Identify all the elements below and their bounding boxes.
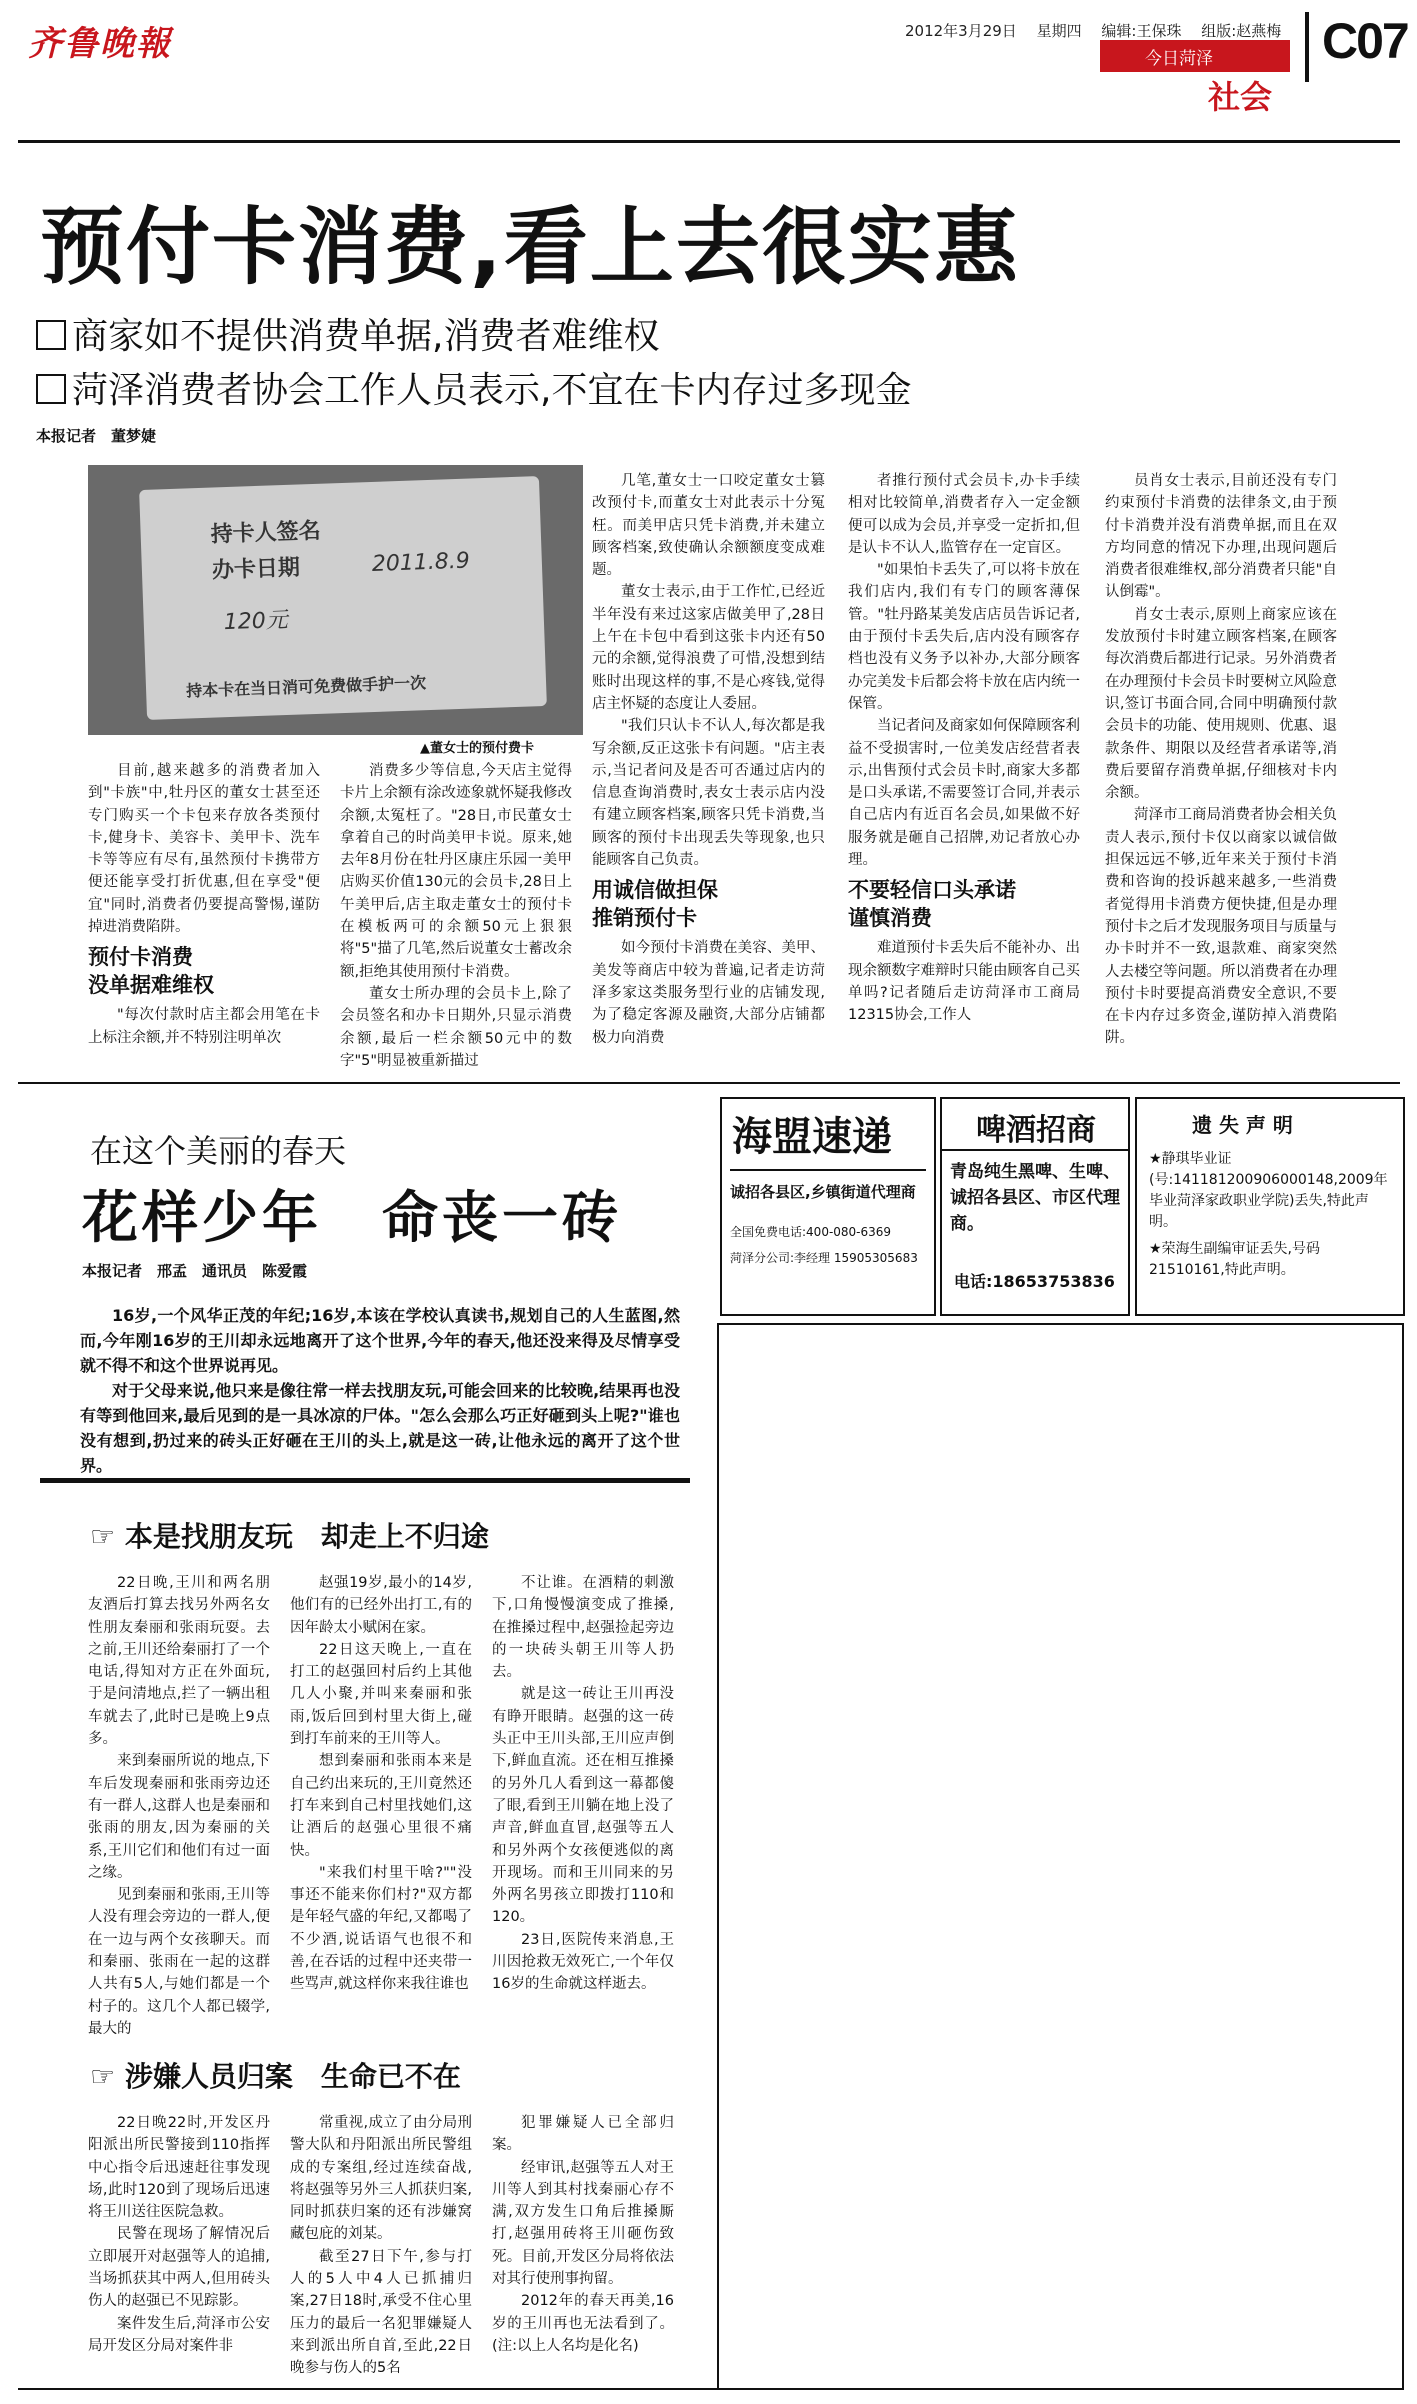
paragraph: 者推行预付式会员卡,办卡手续相对比较简单,消费者存入一定金额便可以成为会员,并享受一定折扣,但是认卡不认人,监管存在一定盲区。 [848,473,1080,556]
section-subhead: 预付卡消费 [88,945,193,970]
section-subhead: 谨慎消费 [848,906,932,931]
page-number: C07 [1322,13,1408,69]
issue-weekday: 星期四 [1036,22,1082,40]
section-tag: 今日菏泽 [1145,49,1213,69]
layout-credit: 组版:赵燕梅 [1201,22,1282,40]
paragraph: 肖女士表示,原则上商家应该在发放预付卡时建立顾客档案,在顾客每次消费后都进行记录。另外消费者在办理预付卡会员卡时要树立风险意识,签订书面合同,合同中明确预付款会员卡的功能、使用规则、优惠、退款条件、期限以及经营者承诺等,消费后要留存消费单据,仔细核对卡内余额。 [1105,606,1337,802]
story1-column-4 [848,470,1080,1070]
ad-divider [730,1169,926,1171]
dateline [905,20,1281,41]
photo-caption: ▲董女士的预付费卡 [420,741,534,756]
story2-column-4 [88,2112,270,2382]
paragraph: 不让谁。在酒精的刺激下,口角慢慢演变成了推搡,在推搡过程中,赵强捡起旁边的一块砖头朝王川等人扔去。 [492,1575,674,1681]
story2-column-2 [290,1572,472,2042]
prepaid-card-photo [88,465,583,735]
paragraph: 2012年的春天再美,16岁的王川再也无法看到了。(注:以上人名均是化名) [492,2293,674,2354]
paragraph: 菏泽市工商局消费者协会相关负责人表示,预付卡仅以商家以诚信做担保远远不够,近年来关于预付卡消费和咨询的投诉越来越多,一些消费者觉得用卡消费方便快捷,但是办理预付卡之后才发现服务项目与质量与办卡时并不一致,退款难、商家突然人去楼空等问题。所以消费者在办理预付卡时要提高消费安全意识,不要在卡内存过多资金,谨防掉入消费陷阱。 [1105,807,1337,1047]
paragraph: 难道预付卡丢失后不能补办、出现余额数字难辩时只能由顾客自己买单吗?记者随后走访菏泽市工商局12315协会,工作人 [848,940,1080,1024]
paragraph: 案件发生后,菏泽市公安局开发区分局对案件非 [88,2315,270,2354]
story2-subhead-1 [90,1515,489,1555]
paragraph: 想到秦丽和张雨本来是自己约出来玩的,王川竟然还打车来到自己村里找她们,这让酒后的赵强心里很不痛快。 [290,1753,472,1859]
paragraph: 22日这天晚上,一直在打工的赵强回村后约上其他几人小聚,并叫来秦丽和张雨,饭后回到村里大街上,碰到打车前来的王川等人。 [290,1641,472,1748]
subhead-text: 本是找朋友玩 却走上不归途 [124,1520,489,1553]
paragraph: "我们只认卡不认人,每次都是我写余额,反正这张卡有问题。"店主表示,当记者问及是否可否通过店内的信息查询消费时,表女士表示店内没有建立顾客档案,顾客只凭卡消费,当顾客的预付卡出现丢失等现象,也只能顾客自己负责。 [592,718,825,869]
card-amount: 120元 [223,607,289,636]
paragraph: 经审讯,赵强等五人对王川等人到其村找秦丽心存不满,双方发生口角后推搡厮打,赵强用砖将王川砸伤致死。目前,开发区分局将依法对其行使刑事拘留。 [492,2159,674,2288]
paragraph: 23日,医院传来消息,王川因抢救无效死亡,一个年仅16岁的生命就这样逝去。 [492,1931,674,1993]
ad-courier-title: 海盟速递 [732,1114,892,1160]
section-subhead: 推销预付卡 [592,906,697,931]
paragraph: 16岁,一个风华正茂的年纪;16岁,本该在学校认真读书,规划自己的人生蓝图,然而,今年刚16岁的王川却永远地离开了这个世界,今年的春天,他还没来得及尽情享受就不得不和这个世界说再见。 [80,1306,680,1375]
card-footer-text: 持本卡在当日消可免费做手护一次 [185,673,427,701]
editor-credit: 编辑:王保珠 [1101,22,1182,40]
paragraph: 截至27日下午,参与打人的5人中4人已抓捕归案,27日18时,承受不住心里压力的最后一名犯罪嫌疑人来到派出所自首,至此,22日晚参与伤人的5名 [290,2248,472,2377]
story1-byline: 本报记者 董梦婕 [36,427,157,445]
subhead-text: 涉嫌人员归案 生命已不在 [124,2060,461,2093]
paragraph: "如果怕卡丢失了,可以将卡放在我们店内,我们有专门的顾客薄保管。"牡丹路某美发店店员告诉记者,由于预付卡丢失后,店内没有顾客存档也没有义务予以补办,大部分顾客办完美发卡后都会将卡放在店内统一保管。 [848,562,1080,712]
paragraph: 几笔,董女士一口咬定董女士篡改预付卡,而董女士对此表示十分冤枉。而美甲店只凭卡消费,并未建立顾客档案,致使确认余额额度变成难题。 [592,473,825,579]
issue-date: 2012年3月29日 [905,22,1017,40]
section-subhead: 没单据难维权 [88,973,214,998]
story2-column-1 [88,1572,270,2042]
ad-divider [942,1149,1128,1151]
story1-bottom-rule [18,1082,1400,1084]
paragraph: "来我们村里干啥?""没事还不能来你们村?"双方都是年轻气盛的年纪,又都喝了不少酒,说话语气也很不和善,在吞话的过程中还夹带一些骂声,就这样你来我往谁也 [290,1864,472,1993]
paragraph: 22日晚,王川和两名朋友酒后打算去找另外两名女性朋友秦丽和张雨玩耍。去之前,王川还给秦丽打了一个电话,得知对方正在外面玩,于是问清地点,拦了一辆出租车就去了,此时已是晚上9点多。 [88,1575,270,1748]
paragraph: 对于父母来说,他只来是像往常一样去找朋友玩,可能会回来的比较晚,结果再也没有等到他回来,最后见到的是一具冰凉的尸体。"怎么会那么巧正好砸到头上呢?"谁也没有想到,扔过来的砖头正好砸在王川的头上,就是这一砖,让他永远的离开了这个世界。 [80,1381,680,1475]
lost-notice [1135,1097,1405,1316]
lead-rule [40,1478,690,1483]
paragraph: 见到秦丽和张雨,王川等人没有理会旁边的一群人,便在一边与两个女孩聊天。而和秦丽、张雨在一起的这群人共有5人,与她们都是一个村子的。这几个人都已辍学,最大的 [88,1887,270,2037]
story1-subhead-2 [36,362,911,413]
story2-byline: 本报记者 邢孟 通讯员 陈爱霞 [82,1262,308,1280]
story2-subhead-2 [90,2055,461,2095]
ad-courier-branch: 菏泽分公司:李经理 15905305683 [730,1251,918,1265]
paragraph: 民警在现场了解情况后立即展开对赵强等人的追捕,当场抓获其中两人,但用砖头伤人的赵强已不见踪影。 [88,2226,270,2310]
paragraph: 就是这一砖让王川再没有睁开眼睛。赵强的这一砖头正中王川头部,王川应声倒下,鲜血直流。还在相互推搡的另外几人看到这一幕都傻了眼,看到王川躺在地上没了声音,鲜血直冒,赵强等五人和另外两个女孩便逃似的离开现场。而和王川同来的另外两名男孩立即拨打110和120。 [492,1686,674,1926]
section-name: 社会 [1208,78,1273,116]
paragraph: 董女士表示,由于工作忙,已经近半年没有来过这家店做美甲了,28日上午在卡包中看到这张卡内还有50元的余额,觉得浪费了可惜,没想到结账时出现这样的事,不是心疼钱,觉得店主怀疑的态度让人委屈。 [592,584,825,712]
story2-column-3 [492,1572,674,2042]
paragraph: 来到秦丽所说的地点,下车后发现秦丽和张雨旁边还有一群人,这群人也是秦丽和张雨的朋友,因为秦丽的关系,王川它们和他们有过一面之缘。 [88,1753,270,1881]
paragraph: 22日晚22时,开发区丹阳派出所民警接到110指挥中心指令后迅速赶往事发现场,此时120到了现场后迅速将王川送往医院急救。 [88,2115,270,2221]
paragraph: 当记者问及商家如何保障顾客利益不受损害时,一位美发店经营者表示,出售预付式会员卡时,商家大多都是口头承诺,不需要签订合同,并表示自己店内有近百名会员,如果做不好服务就是砸自己招牌,劝记者放心办理。 [848,718,1080,869]
section-subhead: 不要轻信口头承诺 [848,878,1016,903]
prepaid-card [139,476,547,720]
paragraph: 常重视,成立了由分局刑警大队和丹阳派出所民警组成的专案组,经过连续奋战,将赵强等另外三人抓获归案,同时抓获归案的还有涉嫌窝藏包庇的刘某。 [290,2115,472,2243]
paragraph: 赵强19岁,最小的14岁,他们有的已经外出打工,有的因年龄太小赋闲在家。 [290,1575,472,1636]
bottom-rule [18,2388,1400,2390]
card-label-date: 办卡日期 [211,555,301,584]
story2-headline: 花样少年 命丧一砖 [82,1186,622,1251]
pointing-hand-icon: ☞ [90,2060,116,2093]
story2-kicker: 在这个美丽的春天 [90,1132,347,1170]
ad-courier [720,1097,936,1316]
subhead-text: 菏泽消费者协会工作人员表示,不宜在卡内存过多现金 [72,370,912,411]
checkbox-icon [36,320,66,350]
paragraph: 犯罪嫌疑人已全部归案。 [492,2115,674,2154]
paragraph: 如今预付卡消费在美容、美甲、美发等商店中较为普遍,记者走访菏泽多家这类服务型行业的店铺发现,为了稳定客源及融资,大部分店铺都极力向消费 [592,940,825,1046]
subhead-text: 商家如不提供消费单据,消费者难维权 [72,316,660,357]
story2-column-5 [290,2112,472,2382]
story1-column-2 [340,760,572,1070]
story2-column-6 [492,2112,674,2382]
paragraph: 目前,越来越多的消费者加入到"卡族"中,牡丹区的董女士甚至还专门购买一个卡包来存放各类预付卡,健身卡、美容卡、美甲卡、洗车卡等等应有尽有,虽然预付卡携带方便还能享受打折优惠,但在享受"便宜"同时,消费者仍要提高警惕,谨防掉进消费陷阱。 [88,763,320,936]
section-subhead: 用诚信做担保 [592,878,718,903]
story1-subhead-1 [36,308,659,359]
story1-column-3 [592,470,825,1070]
ad-courier-line: 诚招各县区,乡镇街道代理商 [730,1183,916,1201]
header-divider [1305,12,1309,82]
checkbox-icon [36,374,66,404]
paragraph: "每次付款时店主都会用笔在卡上标注余额,并不特别注明单次 [88,1007,320,1046]
ad-beer [940,1097,1130,1316]
card-label-signature: 持卡人签名 [210,518,322,548]
ad-courier-tel: 全国免费电话:400-080-6369 [730,1225,892,1239]
top-rule [18,140,1400,143]
story1-column-5 [1105,470,1337,1070]
ad-beer-title: 啤酒招商 [976,1113,1096,1148]
ad-beer-body: 青岛纯生黑啤、生啤、诚招各县区、市区代理商。 [950,1162,1120,1234]
lost-notice-title: 遗 失 声 明 [1192,1113,1293,1137]
paragraph: 员肖女士表示,目前还没有专门约束预付卡消费的法律条文,由于预付卡消费并没有消费单据,而且在双方均同意的情况下办理,出现问题后消费者很难维权,部分消费者只能"自认倒霉"。 [1105,473,1337,601]
story1-headline: 预付卡消费,看上去很实惠 [40,198,1020,296]
story2-lead [80,1303,680,1478]
masthead-logo: 齐鲁晚報 [28,24,172,64]
pointing-hand-icon: ☞ [90,1520,116,1553]
blank-ad-space [717,1323,1404,2390]
story1-column-1 [88,760,320,1070]
lost-notice-item: ★静琪毕业证(号:141181200906000148,2009年毕业菏泽家政职业学院)丢失,特此声明。 [1149,1151,1388,1230]
paragraph: 消费多少等信息,今天店主觉得卡片上余额有涂改迹象就怀疑我修改余额,太冤枉了。"28日,市民董女士拿着自己的时尚美甲卡说。原来,她去年8月份在牡丹区康庄乐园一美甲店购买价值130元的会员卡,28日上午美甲后,店主取走董女士的预付卡在模板两可的余额50元上狠狠将"5"描了几笔,然后说董女士蓄改余额,拒绝其使用预付卡消费。 [340,763,572,980]
card-date-value: 2011.8.9 [371,548,471,577]
ad-beer-tel: 电话:18653753836 [954,1272,1115,1291]
lost-notice-item: ★荣海生副编审证丢失,号码21510161,特此声明。 [1149,1241,1321,1278]
paragraph: 董女士所办理的会员卡上,除了会员签名和办卡日期外,只显示消费余额,最后一栏余额50元中的数字"5"明显被重新描过 [340,985,572,1069]
